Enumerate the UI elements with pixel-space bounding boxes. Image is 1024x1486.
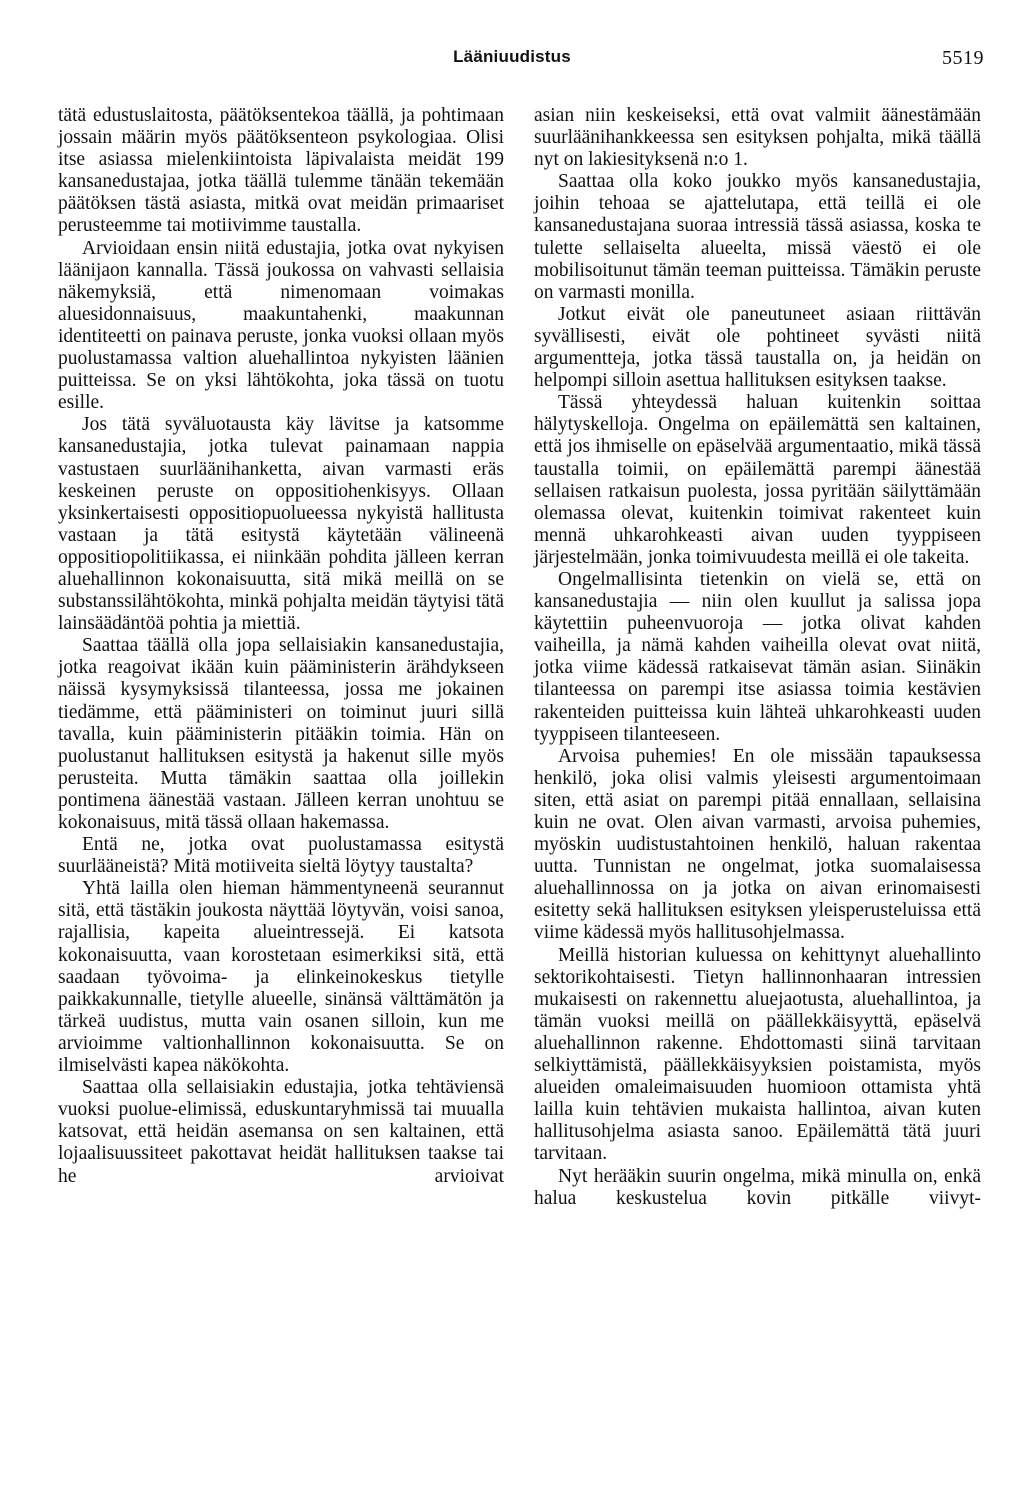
paragraph: Arvioidaan ensin niitä edustajia, jotka ovat nykyisen läänijaon kannalla. Tässä joukossa on vahvasti sellaisia näkemyksiä, että nimenomaan voimakas aluesidonnaisuus, maakuntahenki, maakunnan identiteetti on painava peruste, jonka vuoksi ollaan myös puolustamassa valtion aluehallintoa nykyisten läänien puitteissa. Se on yksi lähtökohta, joka tässä on tuotu esille. bbox=[58, 237, 504, 414]
paragraph: Nyt herääkin suurin ongelma, mikä minulla on, enkä halua keskustelua kovin pitkälle viivyt- bbox=[534, 1165, 981, 1209]
paragraph: Arvoisa puhemies! En ole missään tapauksessa henkilö, joka olisi valmis yleisesti argumentoimaan siten, että asiat on parempi pitää ennallaan, sellaisina kuin ne ovat. Olen aivan varmasti, arvoisa puhemies, myöskin uudistustahtoinen henkilö, haluan rakentaa uutta. Tunnistan ne ongelmat, jotka suomalaisessa aluehallinnossa on ja jotka on aivan erinomaisesti esitetty sekä hallituksen esityksen yleisperusteluissa että viime kädessä myös hallitusohjelmassa. bbox=[534, 745, 981, 944]
paragraph: Jotkut eivät ole paneutuneet asiaan riittävän syvällisesti, eivät ole pohtineet syvästi niitä argumentteja, jotka tässä taustalla on, ja heidän on helpompi silloin asettua hallituksen esityksen taakse. bbox=[534, 303, 981, 392]
paragraph: Tässä yhteydessä haluan kuitenkin soittaa hälytyskelloja. Ongelma on epäilemättä sen kaltainen, että jos ihmiselle on epäselvää argumentaatio, mikä tässä taustalla toimii, on epäilemättä parempi äänestää sellaisen ratkaisun puolesta, jossa pyritään säilyttämään olemassa olevat, kuitenkin toimivat rakenteet kuin mennä uhkarohkeasti aivan uuden tyyppiseen järjestelmään, jonka toimivuudesta meillä ei ole takeita. bbox=[534, 392, 981, 568]
paragraph: Meillä historian kuluessa on kehittynyt aluehallinto sektorikohtaisesti. Tietyn hallinnonhaaran intressien mukaisesti on rakennettu aluejaotusta, aluehallintoa, ja tämän vuoksi meillä on päällekkäisyyttä, epäselvä aluehallinnon rakenne. Ehdottomasti siinä tarvitaan selkiyttämistä, päällekkäisyyksien poistamista, myös alueiden omaleimaisuuden huomioon ottamista yhtä lailla kuin tehtävien mukaista hallintoa, aivan kuten hallitusohjelma asiasta sanoo. Epäilemättä tätä juuri tarvitaan. bbox=[534, 944, 981, 1165]
paragraph: Saattaa olla koko joukko myös kansanedustajia, joihin tehoaa se ajattelutapa, että teillä ei ole kansanedustajana suoraa intressiä tässä asiassa, koska te tulette sellaiselta alueelta, missä väestö ei ole mobilisoitunut tämän teeman puitteissa. Tämäkin peruste on varmasti monilla. bbox=[534, 171, 981, 303]
left-column bbox=[58, 105, 504, 1188]
paragraph: Saattaa täällä olla jopa sellaisiakin kansanedustajia, jotka reagoivat ikään kuin pääministerin ärähdykseen näissä kysymyksissä tilanteessa, jossa me jokainen tiedämme, että pääministeri on toiminut juuri sillä tavalla, kuin pääministerin pitääkin toimia. Hän on puolustanut hallituksen esitystä ja hakenut sille myös perusteita. Mutta tämäkin saattaa olla joillekin pontimena äänestää vastaan. Jälleen kerran unohtuu se kokonaisuus, mitä tässä ollaan hakemassa. bbox=[58, 635, 504, 833]
paragraph: Saattaa olla sellaisiakin edustajia, jotka tehtäviensä vuoksi puolue-elimissä, eduskuntaryhmissä tai muualla katsovat, että heidän asemansa on sen kaltainen, että lojaalisuussiteet pakottavat heidät hallituksen taakse tai he arvioivat bbox=[58, 1077, 504, 1187]
paragraph: tätä edustuslaitosta, päätöksentekoa täällä, ja pohtimaan jossain määrin myös päätöksenteon psykologiaa. Olisi itse asiassa mielenkiintoista läpivalaista meidät 199 kansanedustajaa, jotka täällä tulemme tänään tekemään päätöksen tästä asiasta, mitkä ovat meidän primaariset perusteemme tai motiivimme taustalla. bbox=[58, 105, 504, 237]
paragraph: Yhtä lailla olen hieman hämmentyneenä seurannut sitä, että tästäkin joukosta näyttää löytyvän, voisi sanoa, rajallisia, kapeita alueintressejä. Ei katsota kokonaisuutta, vaan korostetaan esimerkiksi sitä, että saadaan työvoima- ja elinkeinokeskus tietylle paikkakunnalle, tietylle alueelle, sinänsä välttämätön ja tärkeä uudistus, mutta vain osanen silloin, kun me arvioimme valtionhallinnon kokonaisuutta. Se on ilmiselvästi kapea näkökohta. bbox=[58, 878, 504, 1077]
right-column bbox=[534, 105, 981, 1210]
page-number: 5519 bbox=[942, 47, 984, 69]
paragraph: Entä ne, jotka ovat puolustamassa esitystä suurlääneistä? Mitä motiiveita sieltä löytyy taustalta? bbox=[58, 834, 504, 878]
paragraph: Jos tätä syväluotausta käy lävitse ja katsomme kansanedustajia, jotka tulevat painamaan nappia vastustaen suurläänihanketta, aivan varmasti eräs keskeinen peruste on oppositiohenkisyys. Ollaan yksinkertaisesti oppositiopuolueessa nykyistä hallitusta vastaan ja tätä esitystä käytetään välineenä oppositiopolitiikassa, ei niinkään pohdita jälleen kerran aluehallinnon kokonaisuutta, sitä mikä meillä on se substanssilähtökohta, minkä pohjalta meidän täytyisi tätä lainsäädäntöä pohtia ja miettiä. bbox=[58, 414, 504, 635]
paragraph: asian niin keskeiseksi, että ovat valmiit äänestämään suurläänihankkeessa sen esityksen pohjalta, mikä täällä nyt on lakiesityksenä n:o 1. bbox=[534, 105, 981, 171]
running-header-title: Lääniuudistus bbox=[453, 47, 571, 66]
paragraph: Ongelmallisinta tietenkin on vielä se, että on kansanedustajia — niin olen kuullut ja salissa jopa käytettiin puheenvuoroja — jotka olivat kahden vaiheilla, ja nämä kahden vaiheilla olevat ovat niitä, jotka viime kädessä ratkaisevat tämän asian. Siinäkin tilanteessa on parempi itse asiassa toimia kestävien rakenteiden puitteissa kuin lähteä uhkarohkeasti uuden tyyppiseen tilanteeseen. bbox=[534, 568, 981, 745]
